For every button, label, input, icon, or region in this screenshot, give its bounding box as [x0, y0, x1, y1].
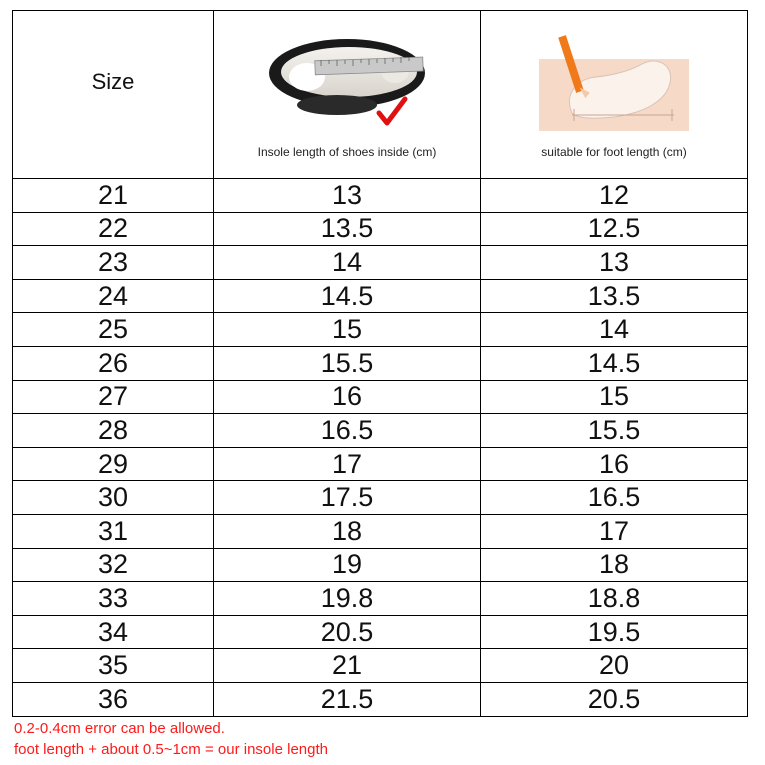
- insole-length-cell: 18: [214, 514, 481, 548]
- insole-length-cell: 21.5: [214, 682, 481, 716]
- size-chart-table: [12, 10, 748, 717]
- table-row: [13, 212, 748, 246]
- table-row: [13, 380, 748, 414]
- table-row: [13, 514, 748, 548]
- insole-length-cell: 15.5: [214, 346, 481, 380]
- foot-length-cell: 17: [481, 514, 748, 548]
- insole-length-cell: 15: [214, 313, 481, 347]
- table-row: [13, 682, 748, 716]
- size-cell: 24: [13, 279, 214, 313]
- size-cell: 22: [13, 212, 214, 246]
- insole-length-cell: 21: [214, 649, 481, 683]
- table-row: [13, 313, 748, 347]
- size-header: Size: [13, 11, 214, 179]
- foot-measuring-icon: [534, 25, 694, 135]
- size-cell: 34: [13, 615, 214, 649]
- table-row: [13, 649, 748, 683]
- foot-length-cell: 14: [481, 313, 748, 347]
- size-cell: 25: [13, 313, 214, 347]
- size-cell: 23: [13, 246, 214, 280]
- insole-length-note: foot length + about 0.5~1cm = our insole length: [14, 741, 328, 758]
- foot-length-cell: 19.5: [481, 615, 748, 649]
- foot-length-cell: 18: [481, 548, 748, 582]
- insole-length-cell: 20.5: [214, 615, 481, 649]
- table-row: [13, 447, 748, 481]
- table-row: [13, 346, 748, 380]
- size-cell: 36: [13, 682, 214, 716]
- table-row: [13, 279, 748, 313]
- foot-length-cell: 15.5: [481, 414, 748, 448]
- table-row: [13, 179, 748, 213]
- foot-length-cell: 16.5: [481, 481, 748, 515]
- insole-length-cell: 13: [214, 179, 481, 213]
- insole-length-cell: 19: [214, 548, 481, 582]
- size-cell: 33: [13, 582, 214, 616]
- size-cell: 28: [13, 414, 214, 448]
- table-row: [13, 582, 748, 616]
- header-row: [13, 11, 748, 179]
- table-row: [13, 414, 748, 448]
- foot-length-cell: 20.5: [481, 682, 748, 716]
- insole-length-cell: 14: [214, 246, 481, 280]
- foot-length-cell: 18.8: [481, 582, 748, 616]
- foot-length-cell: 16: [481, 447, 748, 481]
- insole-length-cell: 13.5: [214, 212, 481, 246]
- insole-header: [214, 11, 481, 179]
- foot-length-cell: 12.5: [481, 212, 748, 246]
- foot-header-label: suitable for foot length (cm): [541, 145, 687, 159]
- shoe-insole-ruler-icon: [267, 25, 427, 135]
- insole-length-cell: 16.5: [214, 414, 481, 448]
- size-cell: 30: [13, 481, 214, 515]
- size-cell: 31: [13, 514, 214, 548]
- error-allowance-note: 0.2-0.4cm error can be allowed.: [14, 720, 225, 737]
- size-cell: 26: [13, 346, 214, 380]
- insole-length-cell: 17: [214, 447, 481, 481]
- insole-header-label: Insole length of shoes inside (cm): [257, 145, 437, 159]
- table-row: [13, 615, 748, 649]
- size-cell: 27: [13, 380, 214, 414]
- foot-length-cell: 15: [481, 380, 748, 414]
- foot-header: [481, 11, 748, 179]
- size-cell: 21: [13, 179, 214, 213]
- foot-length-cell: 12: [481, 179, 748, 213]
- foot-length-cell: 13: [481, 246, 748, 280]
- size-cell: 35: [13, 649, 214, 683]
- insole-length-cell: 17.5: [214, 481, 481, 515]
- foot-length-cell: 14.5: [481, 346, 748, 380]
- table-row: [13, 481, 748, 515]
- table-row: [13, 246, 748, 280]
- size-chart-body: [13, 11, 748, 717]
- table-row: [13, 548, 748, 582]
- foot-length-cell: 20: [481, 649, 748, 683]
- foot-length-cell: 13.5: [481, 279, 748, 313]
- insole-length-cell: 16: [214, 380, 481, 414]
- insole-length-cell: 14.5: [214, 279, 481, 313]
- insole-length-cell: 19.8: [214, 582, 481, 616]
- size-cell: 29: [13, 447, 214, 481]
- size-cell: 32: [13, 548, 214, 582]
- size-notes: [14, 718, 328, 760]
